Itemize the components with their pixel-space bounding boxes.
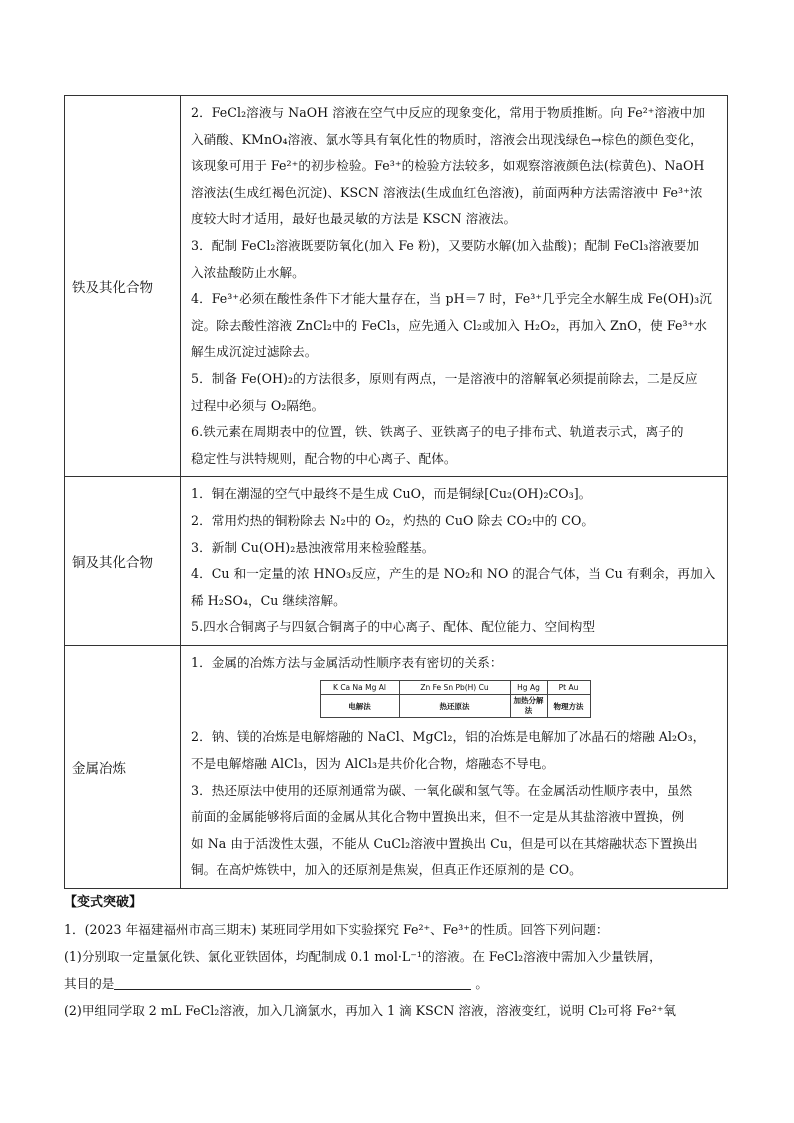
text-line: 3．热还原法中使用的还原剂通常为碳、一氧化碳和氢气等。在金属活动性顺序表中，虽然	[191, 782, 693, 798]
text-line: 淀。除去酸性溶液 ZnCl₂中的 FeCl₃，应先通入 Cl₂或加入 H₂O₂，再加入 ZnO，使 Fe³⁺水	[191, 317, 707, 333]
text-line: 该现象可用于 Fe²⁺的初步检验。Fe³⁺的检验方法较多，如观察溶液颜色法(棕黄色)、NaOH	[191, 158, 705, 174]
table-row-smelting	[65, 645, 728, 888]
metal-group: Zn Fe Sn Pb(H) Cu	[399, 681, 510, 695]
metal-group: Pt Au	[547, 681, 590, 695]
category-cell: 金属冶炼	[65, 645, 181, 888]
text-line: 解生成沉淀过滤除去。	[191, 344, 318, 360]
method-label: 加热分解法	[510, 695, 547, 718]
table-row-iron	[65, 96, 728, 477]
text-line: 1．铜在潮湿的空气中最终不是生成 CuO，而是铜绿[Cu₂(OH)₂CO₃]。	[191, 486, 592, 502]
text-line: 6.铁元素在周期表中的位置，铁、铁离子、亚铁离子的电子排布式、轨道表示式，离子的	[191, 424, 684, 440]
answer-blank[interactable]	[114, 975, 471, 990]
question-part-2: (2)甲组同学取 2 mL FeCl₂溶液，加入几滴氯水，再加入 1 滴 KSCN 溶液，溶液变红，说明 Cl₂可将 Fe²⁺氧	[64, 1003, 677, 1018]
text-line: 不是电解熔融 AlCl₃，因为 AlCl₃是共价化合物，熔融态不导电。	[191, 756, 555, 772]
text-line: 入硝酸、KMnO₄溶液、氯水等具有氧化性的物质时，溶液会出现浅绿色→棕色的颜色变化，	[191, 131, 703, 147]
text-line: 如 Na 由于活泼性太强，不能从 CuCl₂溶液中置换出 Cu，但是可以在其熔融状态下置换出	[191, 835, 698, 851]
activity-series-table	[320, 680, 591, 718]
answer-suffix: 。	[475, 976, 488, 991]
category-cell: 铁及其化合物	[65, 96, 181, 477]
text-line: 铜。在高炉炼铁中，加入的还原剂是焦炭，但真正作还原剂的是 CO。	[191, 862, 582, 878]
text-line: 稀 H₂SO₄，Cu 继续溶解。	[191, 592, 346, 608]
metal-group: K Ca Na Mg Al	[320, 681, 399, 695]
summary-table	[64, 95, 728, 889]
exercise-section	[64, 891, 744, 910]
answer-prefix: 其目的是	[64, 976, 115, 991]
text-line: 前面的金属能够将后面的金属从其化合物中置换出来，但不一定是从其盐溶液中置换，例	[191, 809, 685, 825]
text-line: 3．配制 FeCl₂溶液既要防氧化(加入 Fe 粉)，又要防水解(加入盐酸)；配制 FeCl₃溶液要加	[191, 237, 699, 253]
method-label: 电解法	[320, 695, 399, 718]
text-line: 溶液法(生成红褐色沉淀)、KSCN 溶液法(生成血红色溶液)，前面两种方法需溶液中 Fe³⁺浓	[191, 184, 703, 200]
content-cell	[181, 477, 728, 646]
question-block	[64, 916, 744, 1024]
text-line: 2．常用灼热的铜粉除去 N₂中的 O₂，灼热的 CuO 除去 CO₂中的 CO。	[191, 512, 594, 528]
category-cell: 铜及其化合物	[65, 477, 181, 646]
question-stem: 1．(2023 年福建福州市高三期末) 某班同学用如下实验探究 Fe²⁺、Fe³⁺的性质。回答下列问题：	[64, 922, 609, 937]
content-cell	[181, 96, 728, 477]
text-line: 5.四水合铜离子与四氨合铜离子的中心离子、配体、配位能力、空间构型	[191, 619, 596, 635]
metal-group: Hg Ag	[510, 681, 547, 695]
question-answer-line	[64, 970, 744, 997]
question-part-1: (1)分别取一定量氯化铁、氯化亚铁固体，均配制成 0.1 mol·L⁻¹的溶液。在 FeCl₂溶液中需加入少量铁屑，	[64, 949, 662, 964]
text-line: 5．制备 Fe(OH)₂的方法很多，原则有两点，一是溶液中的溶解氧必须提前除去，二是反应	[191, 370, 698, 386]
method-label: 物理方法	[547, 695, 590, 718]
text-line: 4．Fe³⁺必须在酸性条件下才能大量存在，当 pH＝7 时，Fe³⁺几乎完全水解生成 Fe(OH)₃沉	[191, 291, 712, 307]
text-line: 度较大时才适用，最好也最灵敏的方法是 KSCN 溶液法。	[191, 211, 517, 227]
text-line: 2．钠、镁的冶炼是电解熔融的 NaCl、MgCl₂，铝的冶炼是电解加了冰晶石的熔融 Al₂O₃，	[191, 729, 706, 745]
method-label: 热还原法	[399, 695, 510, 718]
table-row-copper	[65, 477, 728, 646]
content-cell	[181, 645, 728, 888]
text-line: 过程中必须与 O₂隔绝。	[191, 397, 325, 413]
text-line: 3．新制 Cu(OH)₂悬浊液常用来检验醛基。	[191, 539, 435, 555]
text-line: 4．Cu 和一定量的浓 HNO₃反应，产生的是 NO₂和 NO 的混合气体，当 Cu 有剩余，再加入	[191, 566, 716, 582]
text-line: 入浓盐酸防止水解。	[191, 264, 305, 280]
text-line: 稳定性与洪特规则，配合物的中心离子、配体。	[191, 450, 457, 466]
section-header: 【变式突破】	[64, 895, 143, 910]
text-line: 1．金属的冶炼方法与金属活动性顺序表有密切的关系：	[191, 654, 503, 670]
text-line: 2．FeCl₂溶液与 NaOH 溶液在空气中反应的现象变化，常用于物质推断。向 Fe²⁺溶液中加	[191, 105, 706, 120]
activity-series-figure	[191, 676, 719, 724]
